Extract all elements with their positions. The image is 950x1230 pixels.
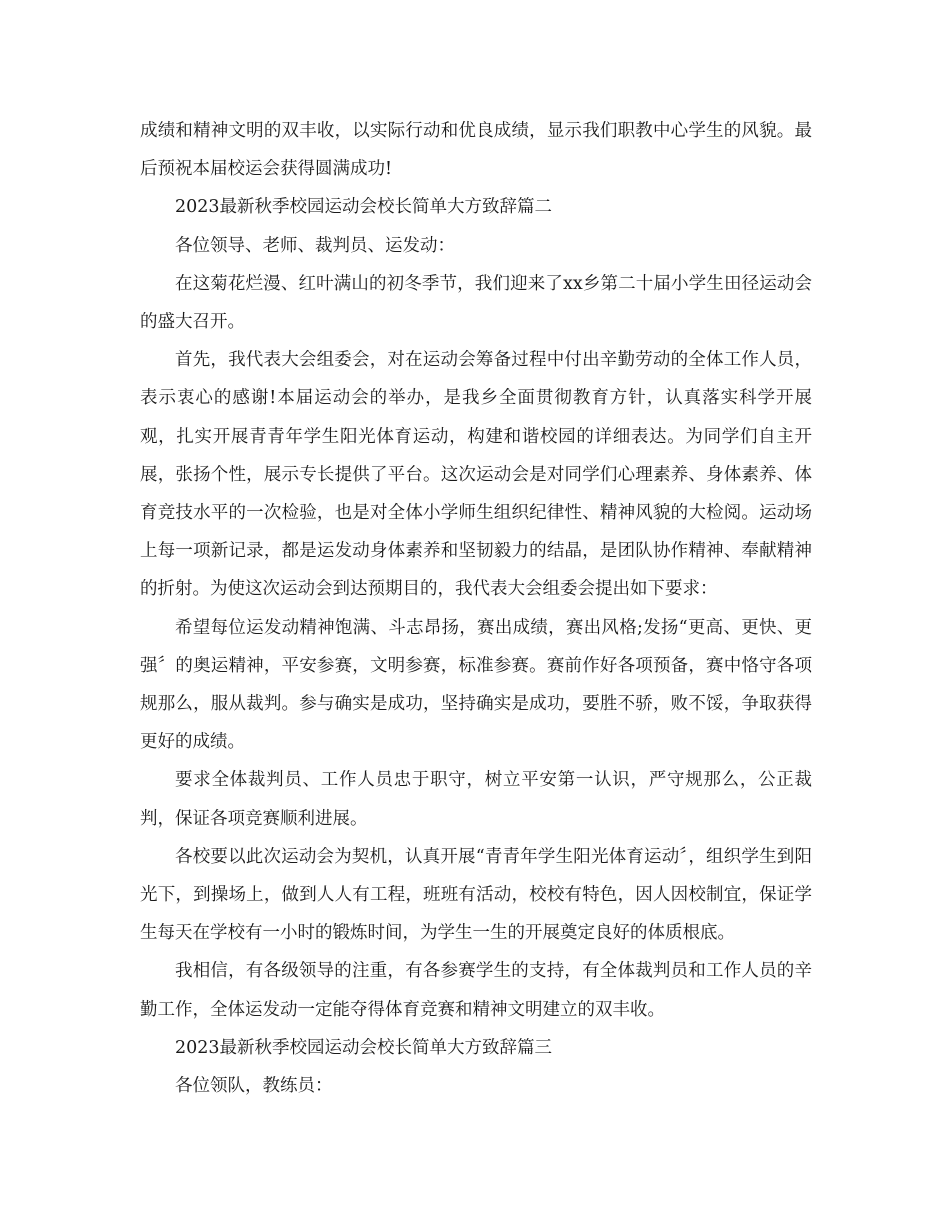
paragraph-schools: 各校要以此次运动会为契机，认真开展“青青年学生阳光体育运动〞，组织学生到阳光下，到操场上，做到人人有工程，班班有活动，校校有特色，因人因校制宜，保证学生每天在学校有一小时的锻炼时间，为学生一生的开展奠定良好的体质根底。 [140,846,812,944]
document-body [140,112,812,1105]
salutation-3: 各位领队，教练员： [175,1076,333,1097]
paragraph-athletes: 希望每位运发动精神饱满、斗志昂扬，赛出成绩，赛出风格;发扬“更高、更快、更强〞的奥运精神，平安参赛，文明参赛，标准参赛。赛前作好各项预备，赛中恪守各项规那么，服从裁判。参与确实是成功，坚持确实是成功，要胜不骄，败不馁，争取获得更好的成绩。 [140,617,812,753]
paragraph-closing: 我相信，有各级领导的注重，有各参赛学生的支持，有全体裁判员和工作人员的辛勤工作，全体运发动一定能夺得体育竞赛和精神文明建立的双丰收。 [140,961,812,1020]
paragraph-referees: 要求全体裁判员、工作人员忠于职守，树立平安第一认识，严守规那么，公正裁判，保证各项竞赛顺利进展。 [140,770,812,829]
salutation: 各位领导、老师、裁判员、运发动： [175,235,455,256]
paragraph-opening: 在这菊花烂漫、红叶满山的初冬季节，我们迎来了xx乡第二十届小学生田径运动会的盛大召开。 [140,273,812,333]
section-heading-2: 2023最新秋季校园运动会校长简单大方致辞篇二 [175,197,553,218]
paragraph-thanks: 首先，我代表大会组委会，对在运动会筹备过程中付出辛勤劳动的全体工作人员，表示衷心的感谢!本届运动会的举办，是我乡全面贯彻教育方针，认真落实科学开展观，扎实开展青青年学生阳光体育运动，构建和谐校园的详细表达。为同学们自主开展，张扬个性，展示专长提供了平台。这次运动会是对同学们心理素养、身体素养、体育竞技水平的一次检验，也是对全体小学师生组织纪律性、精神风貌的大检阅。运动场上每一项新记录，都是运发动身体素养和坚韧毅力的结晶，是团队协作精神、奉献精神的折射。为使这次运动会到达预期目的，我代表大会组委会提出如下要求： [140,350,812,600]
paragraph-continuation: 成绩和精神文明的双丰收，以实际行动和优良成绩，显示我们职教中心学生的风貌。最后预祝本届校运会获得圆满成功! [140,121,812,180]
section-heading-3: 2023最新秋季校园运动会校长简单大方致辞篇三 [175,1037,553,1058]
